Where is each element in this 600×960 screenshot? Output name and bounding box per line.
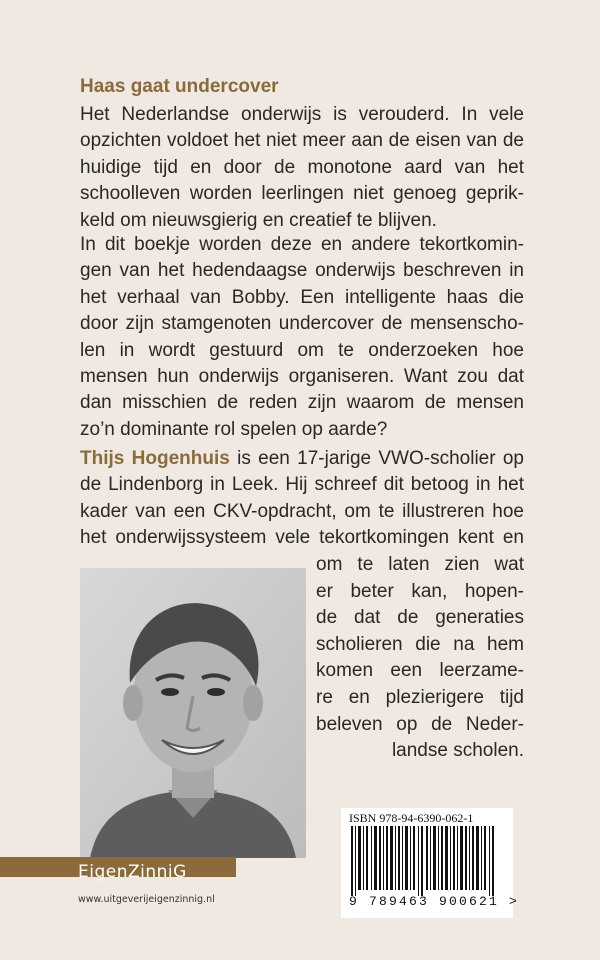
text-line: door zijn stamgenoten undercover de mensenscho- xyxy=(80,313,524,335)
intro-paragraph xyxy=(80,102,524,234)
text-line: om te laten zien wat xyxy=(316,554,524,575)
author-photo xyxy=(80,568,306,858)
publisher-website: www.uitgeverijeigenzinnig.nl xyxy=(78,894,215,905)
author-name: Thijs Hogenhuis xyxy=(80,448,230,469)
text-line: In dit boekje worden deze en andere tekortkomin- xyxy=(80,234,524,255)
text-line: Thijs Hogenhuis is een 17-jarige VWO-scholier op xyxy=(80,448,524,469)
text-line: het onderwijssysteem vele tekortkomingen kent en xyxy=(80,527,524,549)
text-line: schoolleven worden leerlingen niet genoeg geprik- xyxy=(80,183,524,205)
author-bio xyxy=(80,446,524,552)
book-title: Haas gaat undercover xyxy=(80,76,279,97)
text-line: beleven op de Neder- xyxy=(316,713,524,735)
text-line: Het Nederlandse onderwijs is verouderd. In vele xyxy=(80,104,524,125)
portrait-illustration xyxy=(80,568,306,858)
text-line: opzichten voldoet het niet meer aan de eisen van de xyxy=(80,130,524,152)
publisher-logo: EigenZinniG xyxy=(78,862,187,882)
summary-paragraph xyxy=(80,232,524,443)
text-line: er beter kan, hopen- xyxy=(316,580,524,602)
text-line: re en plezierigere tijd xyxy=(316,686,524,708)
text-line: gen van het hedendaagse onderwijs beschreven in xyxy=(80,260,524,282)
text-line: komen een leerzame- xyxy=(316,660,524,682)
text-line: landse scholen. xyxy=(391,740,524,762)
text-line: keld om nieuwsgierig en creatief te blijven. xyxy=(80,209,437,231)
text-line: mensen hun onderwijs organiseren. Want zou dat xyxy=(80,366,524,388)
text-line: de Lindenborg in Leek. Hij schreef dit betoog in het xyxy=(80,474,524,496)
text-line: zo’n dominante rol spelen op aarde? xyxy=(80,418,388,440)
barcode-digits: 9 789463 900621 > xyxy=(349,894,520,909)
text-line: het verhaal van Bobby. Een intelligente haas die xyxy=(80,286,524,308)
isbn-label: ISBN 978-94-6390-062-1 xyxy=(349,811,474,825)
text-line: de dat de generaties xyxy=(316,607,524,629)
text-line: scholieren die na hem xyxy=(316,633,524,655)
text-line: huidige tijd en door de monotone aard van het xyxy=(80,156,524,178)
author-bio-continued xyxy=(316,552,524,765)
text-line: len in wordt gestuurd om te onderzoeken hoe xyxy=(80,339,524,361)
text-line: dan misschien de reden zijn waarom de mensen xyxy=(80,392,524,414)
text-line: kader van een CKV-opdracht, om te illustreren hoe xyxy=(80,500,524,522)
